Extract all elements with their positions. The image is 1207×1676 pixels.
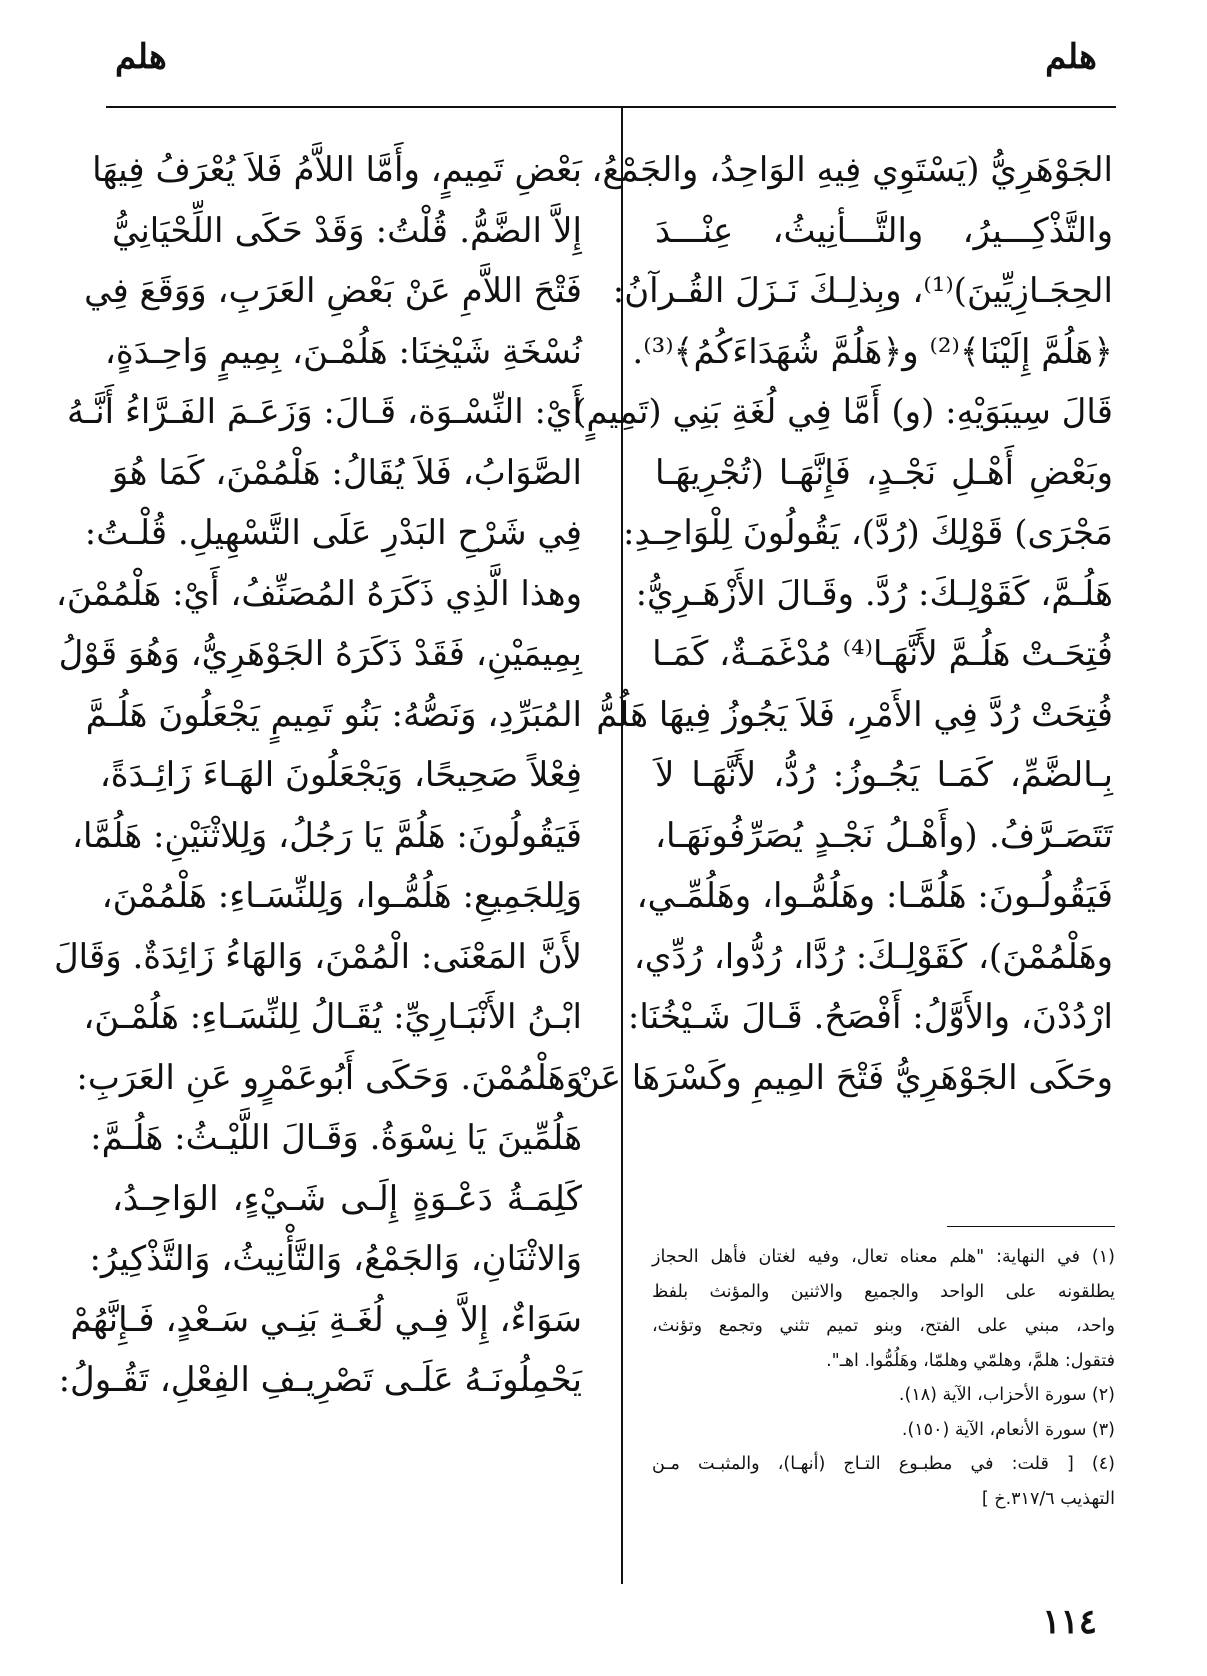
text-line: إِلاَّ الضَّمُّ. قُلْتُ: وَقَدْ حَكَى اللِّحْيَانِيُّ: [112, 210, 582, 251]
running-header-left: هلم: [115, 37, 167, 77]
text-line: كَلِمَـةُ دَعْـوَةٍ إِلَـى شَـيْءٍ، الوَاحِـدُ،: [112, 1178, 582, 1219]
header-rule: [106, 106, 1116, 108]
footnote-line: (٢) سورة الأحزاب، الآية (١٨).: [898, 1385, 1115, 1405]
text-line: فُتِحَـتْ هَلُـمَّ لأَنَّهَـا⁽⁴⁾ مُدْغَمَـةٌ، كَمَـا: [652, 634, 1113, 674]
text-line: بَعْضِ تَمِيمٍ، وأَمَّا اللاَّمُ فَلاَ يُعْرَفُ فِيهَا: [92, 150, 582, 190]
footnote-line: (٤) [ قلت: في مطبـوع التـاج (أنهـا)، والمثبـت مـن: [652, 1454, 1115, 1474]
text-line: وهَلْمُمْنَ)، كَقَوْلِـكَ: رُدَّا، رُدُّوا، رُدِّي،: [633, 936, 1113, 977]
footnote-line: (١) في النهاية: "هلم معناه تعال، وفيه لغتان فأهل الحجاز: [652, 1247, 1115, 1267]
text-line: بِـالضَّمِّ، كَمَـا يَجُـوزُ: رُدُّ، لأَنَّهَـا لاَ: [655, 755, 1113, 795]
text-line: وَلِلجَمِيعِ: هَلُمُّـوا، وَلِلنِّسَـاءِ: هَلْمُمْنَ،: [101, 876, 582, 916]
text-line: الحِجَـازِيِّينَ)⁽¹⁾، وبِذلِـكَ نَـزَلَ القُـرآنُ:: [612, 271, 1113, 311]
footnotes: [652, 1240, 1115, 1516]
text-line: والتَّذْكِـــيرُ، والتَّـــأنِيثُ، عِنْـــدَ: [655, 210, 1113, 251]
text-line: لأَنَّ المَعْنَى: الْمُمْنَ، وَالهَاءُ زَائِدَةٌ. وَقَالَ: [53, 936, 582, 977]
text-line: نُسْخَةِ شَيْخِنَا: هَلُمْـنَ، بِمِيمٍ وَاحِـدَةٍ،: [104, 331, 582, 372]
footnote-line: يطلقونه على الواحد والجميع والاثنين والمؤنث بلفظ: [652, 1281, 1115, 1302]
text-line: ابْـنُ الأَنْبَـارِيِّ: يُقَـالُ لِلنِّسَـاءِ: هَلُمْـنَ،: [83, 997, 582, 1037]
text-line: مَجْرَى) قَوْلِكَ (رُدَّ)، يَقُولُونَ لِلْوَاحِـدِ:: [623, 513, 1113, 553]
column-divider: [621, 108, 623, 1584]
text-line: الصَّوَابُ، فَلاَ يُقَالُ: هَلْمُمْنَ، كَمَا هُوَ: [111, 452, 582, 493]
right-text-column: [573, 140, 1113, 1108]
text-line: هَلُمِّينَ يَا نِسْوَةُ. وَقَـالَ اللَّيْـثُ: هَلُـمَّ:: [90, 1118, 582, 1158]
text-line: فَتْحَ اللاَّمِ عَنْ بَعْضِ العَرَبِ، وَوَقَعَ فِي: [84, 271, 582, 311]
footnote-line: فتقول: هلمَّ، وهلمّي وهلمّا، وهَلُمُّوا. اهـ".: [826, 1350, 1115, 1371]
text-line: وَهَلْمُمْنَ. وَحَكَى أَبُوعَمْرٍو عَنِ العَرَبِ:: [76, 1057, 582, 1098]
text-line: يَحْمِلُونَـهُ عَلَـى تَصْرِيـفِ الفِعْلِ، تَقُـولُ:: [58, 1360, 582, 1400]
text-line: بِمِيمَيْنِ، فَقَدْ ذَكَرَهُ الجَوْهَرِيُّ، وَهُوَ قَوْلُ: [58, 634, 582, 674]
text-line: ارْدُدْنَ، والأَوَّلُ: أَفْصَحُ. قَـالَ شَـيْخُنَا:: [627, 997, 1113, 1037]
text-line: فِي شَرْحِ البَدْرِ عَلَى التَّسْهِيلِ. قُلْـتُ:: [84, 513, 582, 553]
footnote-line: واحد، مبني على الفتح، وبنو تميم تثني وتجمع وتؤنث،: [652, 1316, 1115, 1336]
text-line: وَالاثْنَانِ، وَالجَمْعُ، وَالتَّأْنِيثُ، وَالتَّذْكِيرُ:: [89, 1239, 582, 1279]
footnote-rule: [947, 1226, 1115, 1227]
text-line: فُتِحَتْ رُدَّ فِي الأَمْرِ، فَلاَ يَجُوزُ فِيهَا هَلُمُّ: [596, 694, 1113, 735]
page-number: ١١٤: [1042, 1602, 1097, 1642]
text-line: المُبَرِّدِ، وَنَصُّهُ: بَنُو تَمِيمٍ يَجْعَلُونَ هَلُـمَّ: [85, 694, 582, 735]
text-line: قَالَ سِيبَوَيْهِ: (و) أَمَّا فِي لُغَةِ بَنِي (تَمِيمٍ): [573, 392, 1113, 432]
text-line: فِعْلاً صَحِيحًا، وَيَجْعَلُونَ الهَـاءَ زَائِـدَةً،: [99, 755, 582, 795]
text-line: هَلُـمَّ، كَقَوْلِـكَ: رُدَّ. وقَـالَ الأَزْهَـرِيُّ:: [635, 573, 1113, 614]
text-line: وبَعْضِ أَهْـلِ نَجْـدٍ، فَإِنَّهَـا (تُجْرِيهَـا: [655, 452, 1113, 493]
text-line: وهذا الَّذِي ذَكَرَهُ المُصَنِّفُ، أَيْ: هَلْمُمْنَ،: [55, 573, 582, 614]
text-line: وحَكَى الجَوْهَرِيُّ فَتْحَ المِيمِ وكَسْرَهَا عَنْ: [574, 1057, 1113, 1098]
text-line: ﴿هَلُمَّ إِلَيْنَا﴾⁽²⁾ و﴿هَلُمَّ شُهَدَاءَكُمُ﴾⁽³⁾.: [632, 331, 1113, 372]
text-line: الجَوْهَرِيُّ (يَسْتَوِي فِيهِ الوَاحِدُ، والجَمْعُ،: [591, 150, 1113, 190]
text-line: فَيَقُولُـونَ: هَلُمَّـا: وهَلُمُّـوا، وهَلُمِّـي،: [636, 876, 1113, 916]
running-header-right: هلم: [1045, 37, 1097, 77]
text-line: أَيْ: النِّسْـوَة، قَـالَ: وَزَعَـمَ الفَـرَّاءُ أَنَّـهُ: [67, 392, 582, 432]
left-text-column: [53, 140, 582, 1411]
text-line: تَتَصَـرَّفُ. (وأَهْـلُ نَجْـدٍ يُصَرِّفُونَهَـا،: [655, 815, 1113, 856]
footnote-line: التهذيب ٣١٧/٦.خ ]: [981, 1488, 1115, 1509]
footnote-line: (٣) سورة الأنعام، الآية (١٥٠).: [901, 1419, 1115, 1440]
text-line: فَيَقُولُونَ: هَلُمَّ يَا رَجُلُ، وَلِلاثْنَيْنِ: هَلُمَّا،: [71, 815, 582, 856]
text-line: سَوَاءٌ، إِلاَّ فِـي لُغَـةِ بَنِـي سَـعْدٍ، فَـإِنَّهُمْ: [70, 1299, 582, 1340]
